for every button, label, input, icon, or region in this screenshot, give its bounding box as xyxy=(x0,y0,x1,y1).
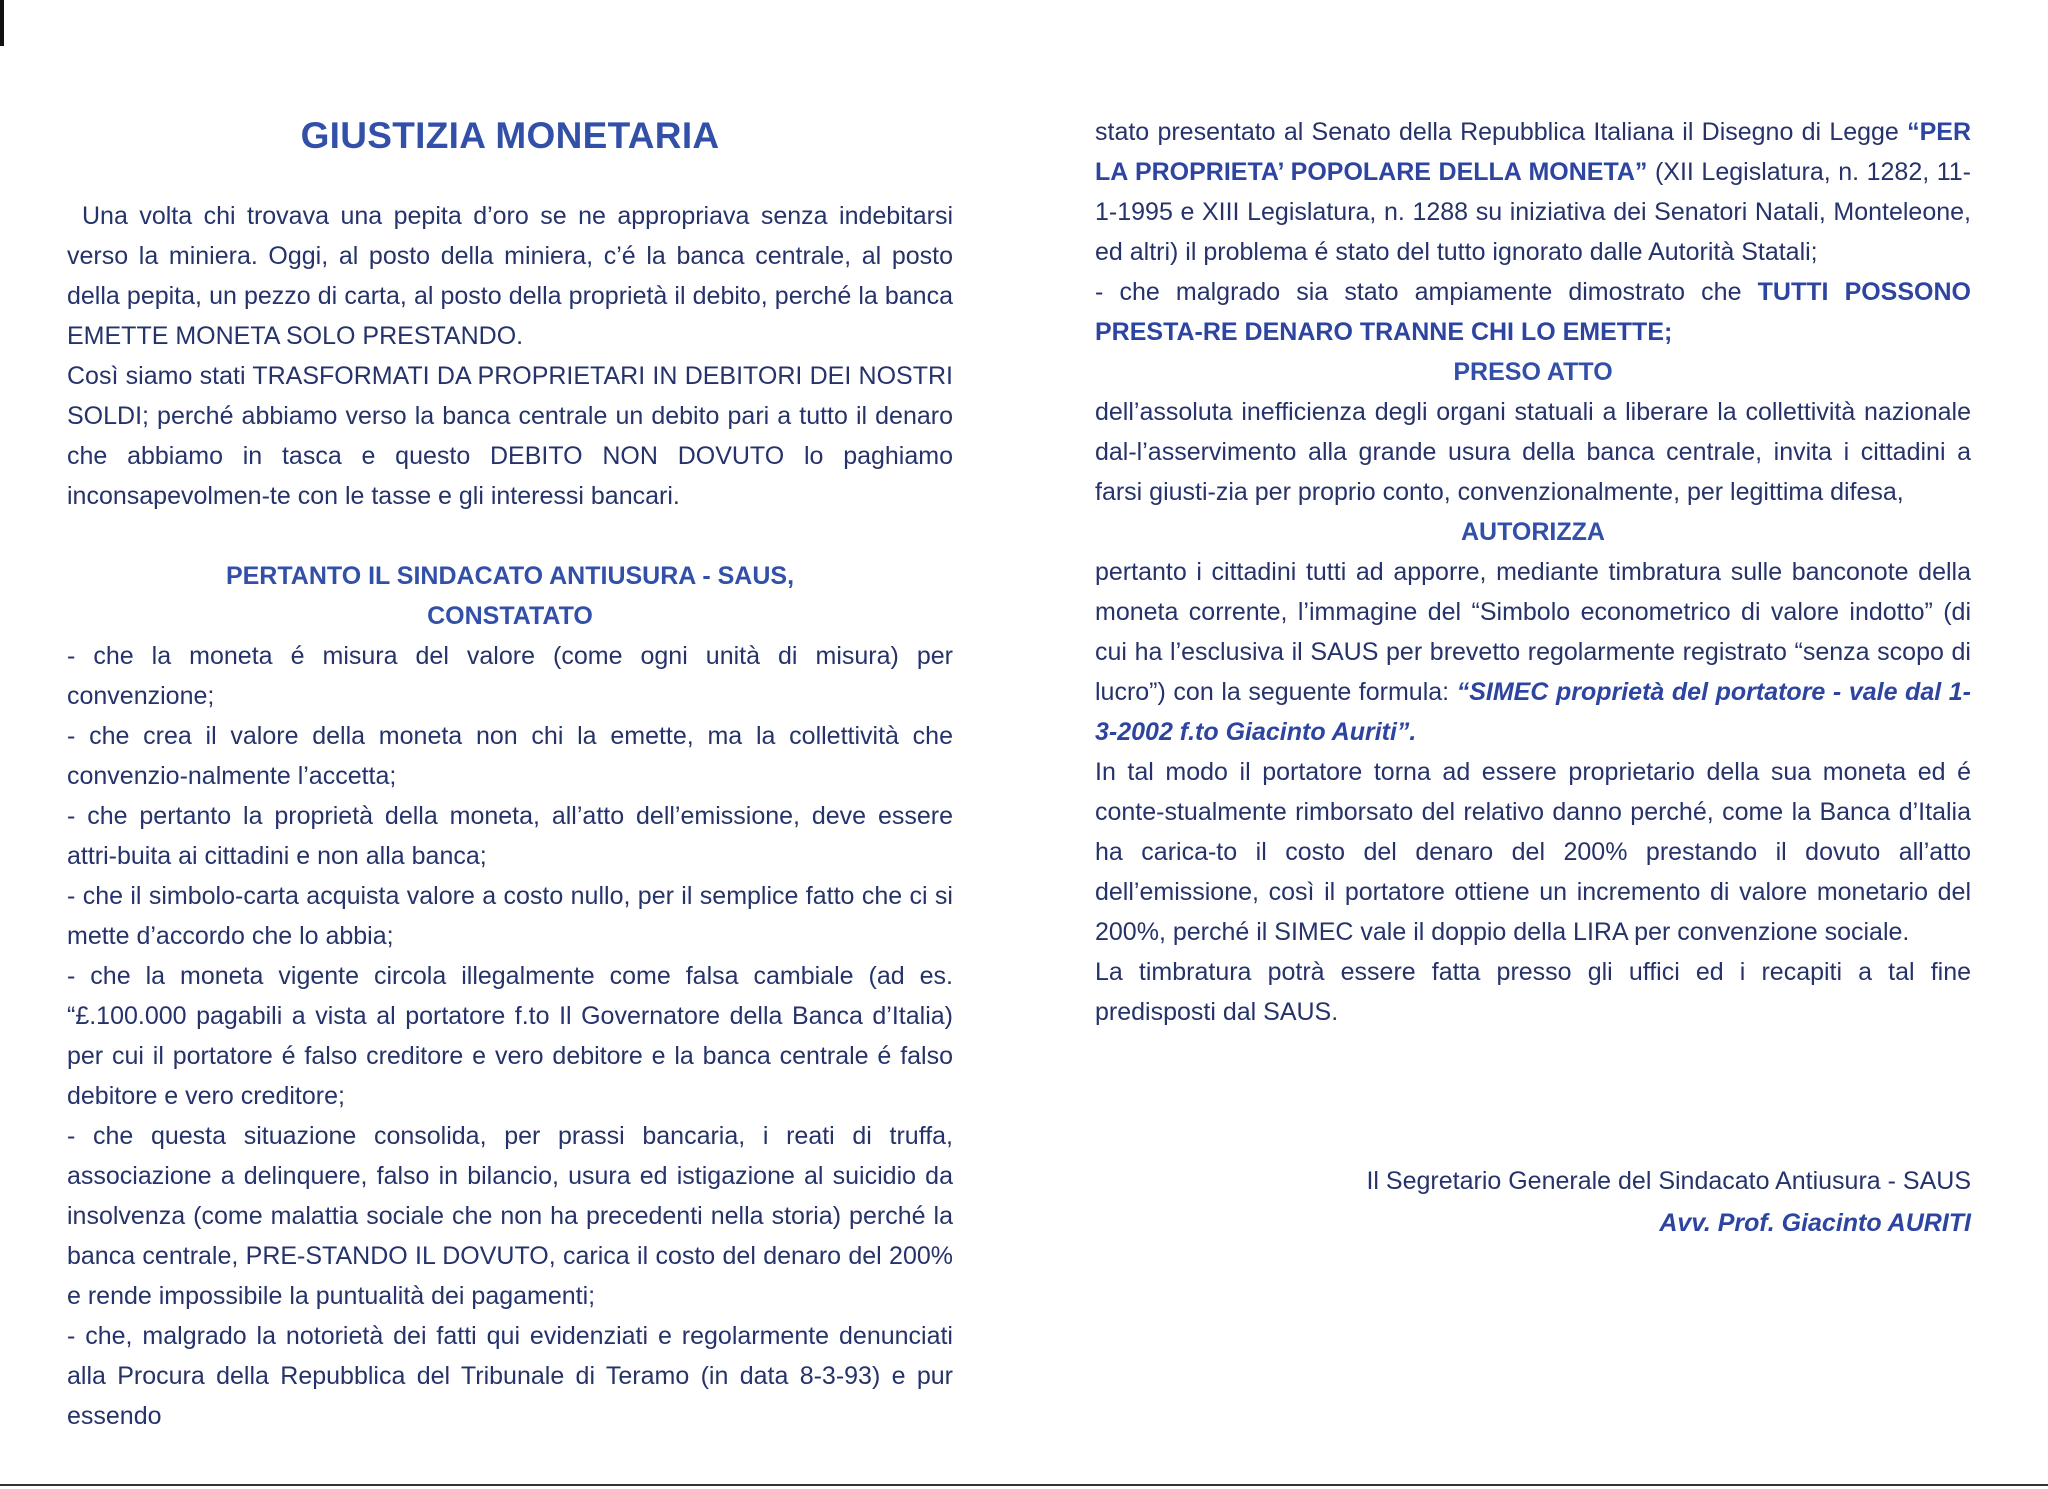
bill-title: “PER LA PROPRIETA’ POPOLARE DELLA MONETA” xyxy=(1095,118,1971,186)
intro-paragraph-1: Una volta chi trovava una pepita d’oro se ne appropriava senza indebitarsi verso la miniera. Oggi, al posto della miniera, c’é la banca centrale, al posto della pepita, un pezzo di carta, al posto della proprietà il debito, perché la banca EMETTE MONETA SOLO PRESTANDO. xyxy=(67,202,953,350)
heading-autorizza: AUTORIZZA xyxy=(1461,518,1605,546)
list-item: - che il simbolo-carta acquista valore a costo nullo, per il semplice fatto che ci si mette d’accordo che lo abbia; xyxy=(67,882,953,950)
paragraph-disegno-di-legge: stato presentato al Senato della Repubblica Italiana il Disegno di Legge “PER LA PROPRIETA’ POPOLARE DELLA MONETA” (XII Legislatura, n. 1282, 11-1-1995 e XIII Legislatura, n. 1288 su iniziativa dei Senatori Natali, Monteleone, ed altri) il problema é stato del tutto ignorato dalle Autorità Statali; xyxy=(1095,118,1971,266)
scan-edge-mark xyxy=(0,0,4,46)
paragraph-timbratura: pertanto i cittadini tutti ad apporre, mediante timbratura sulle banconote della moneta corrente, l’immagine del “Simbolo econometrico di valore indotto” (di cui ha l’esclusiva il SAUS per brevetto regolarmente registrato “senza scopo di lucro”) con la seguente formula: “SIMEC proprietà del portatore - vale dal 1-3-2002 f.to Giacinto Auriti”. xyxy=(1095,558,1971,746)
right-column xyxy=(1095,112,1971,1032)
list-item: - che la moneta é misura del valore (come ogni unità di misura) per convenzione; xyxy=(67,642,953,710)
list-item: - che questa situazione consolida, per prassi bancaria, i reati di truffa, associazione a delinquere, falso in bilancio, usura ed istigazione al suicidio da insolvenza (come malattia sociale che non ha precedenti nella storia) perché la banca centrale, PRE-STANDO IL DOVUTO, carica il costo del denaro del 200% e rende impossibile la puntualità dei pagamenti; xyxy=(67,1122,953,1310)
heading-preso-atto: PRESO ATTO xyxy=(1453,358,1613,386)
document-title: GIUSTIZIA MONETARIA xyxy=(300,115,720,156)
list-item: - che pertanto la proprietà della moneta, all’atto dell’emissione, deve essere attri-buita ai cittadini e non alla banca; xyxy=(67,802,953,870)
emphasis-tutti-possono: TUTTI POSSONO PRESTA-RE DENARO TRANNE CHI LO EMETTE; xyxy=(1095,278,1971,346)
simec-formula: “SIMEC proprietà del portatore - vale dal 1-3-2002 f.to Giacinto Auriti”. xyxy=(1095,678,1971,746)
signature-name: Avv. Prof. Giacinto AURITI xyxy=(1659,1209,1971,1237)
paragraph-tutti-possono: - che malgrado sia stato ampiamente dimostrato che TUTTI POSSONO PRESTA-RE DENARO TRANNE CHI LO EMETTE; xyxy=(1095,278,1971,346)
list-item: - che, malgrado la notorietà dei fatti qui evidenziati e regolarmente denunciati alla Procura della Repubblica del Tribunale di Teramo (in data 8-3-93) e pur essendo xyxy=(67,1322,953,1430)
signature-role: Il Segretario Generale del Sindacato Antiusura - SAUS xyxy=(1366,1167,1971,1195)
paragraph-rimborso: In tal modo il portatore torna ad essere proprietario della sua moneta ed é conte-stualmente rimborsato del relativo danno perché, come la Banca d’Italia ha carica-to il costo del denaro del 200% prestando il dovuto all’atto dell’emissione, così il portatore ottiene un incremento di valore monetario del 200%, perché il SIMEC vale il doppio della LIRA per convenzione sociale. xyxy=(1095,758,1971,946)
intro-paragraph-2: Così siamo stati TRASFORMATI DA PROPRIETARI IN DEBITORI DEI NOSTRI SOLDI; perché abbiamo verso la banca centrale un debito pari a tutto il denaro che abbiamo in tasca e questo DEBITO NON DOVUTO lo paghiamo inconsapevolmen-te con le tasse e gli interessi bancari. xyxy=(67,362,953,510)
list-item: - che la moneta vigente circola illegalmente come falsa cambiale (ad es. “£.100.000 pagabili a vista al portatore f.to Il Governatore della Banca d’Italia) per cui il portatore é falso creditore e vero debitore e la banca centrale é falso debitore e vero creditore; xyxy=(67,962,953,1110)
list-item: - che crea il valore della moneta non chi la emette, ma la collettività che convenzio-nalmente l’accetta; xyxy=(67,722,953,790)
bottom-rule xyxy=(0,1484,2048,1486)
paragraph-uffici: La timbratura potrà essere fatta presso gli uffici ed i recapiti a tal fine predisposti dal SAUS. xyxy=(1095,958,1971,1026)
signature-block xyxy=(1095,1160,1971,1244)
paragraph-inefficienza: dell’assoluta inefficienza degli organi statuali a liberare la collettività nazionale dal-l’asservimento alla grande usura della banca centrale, invita i cittadini a farsi giusti-zia per proprio conto, convenzionalmente, per legittima difesa, xyxy=(1095,398,1971,506)
heading-sindacato: PERTANTO IL SINDACATO ANTIUSURA - SAUS, xyxy=(225,562,795,590)
left-column xyxy=(67,110,953,1436)
heading-constatato: CONSTATATO xyxy=(427,602,593,630)
